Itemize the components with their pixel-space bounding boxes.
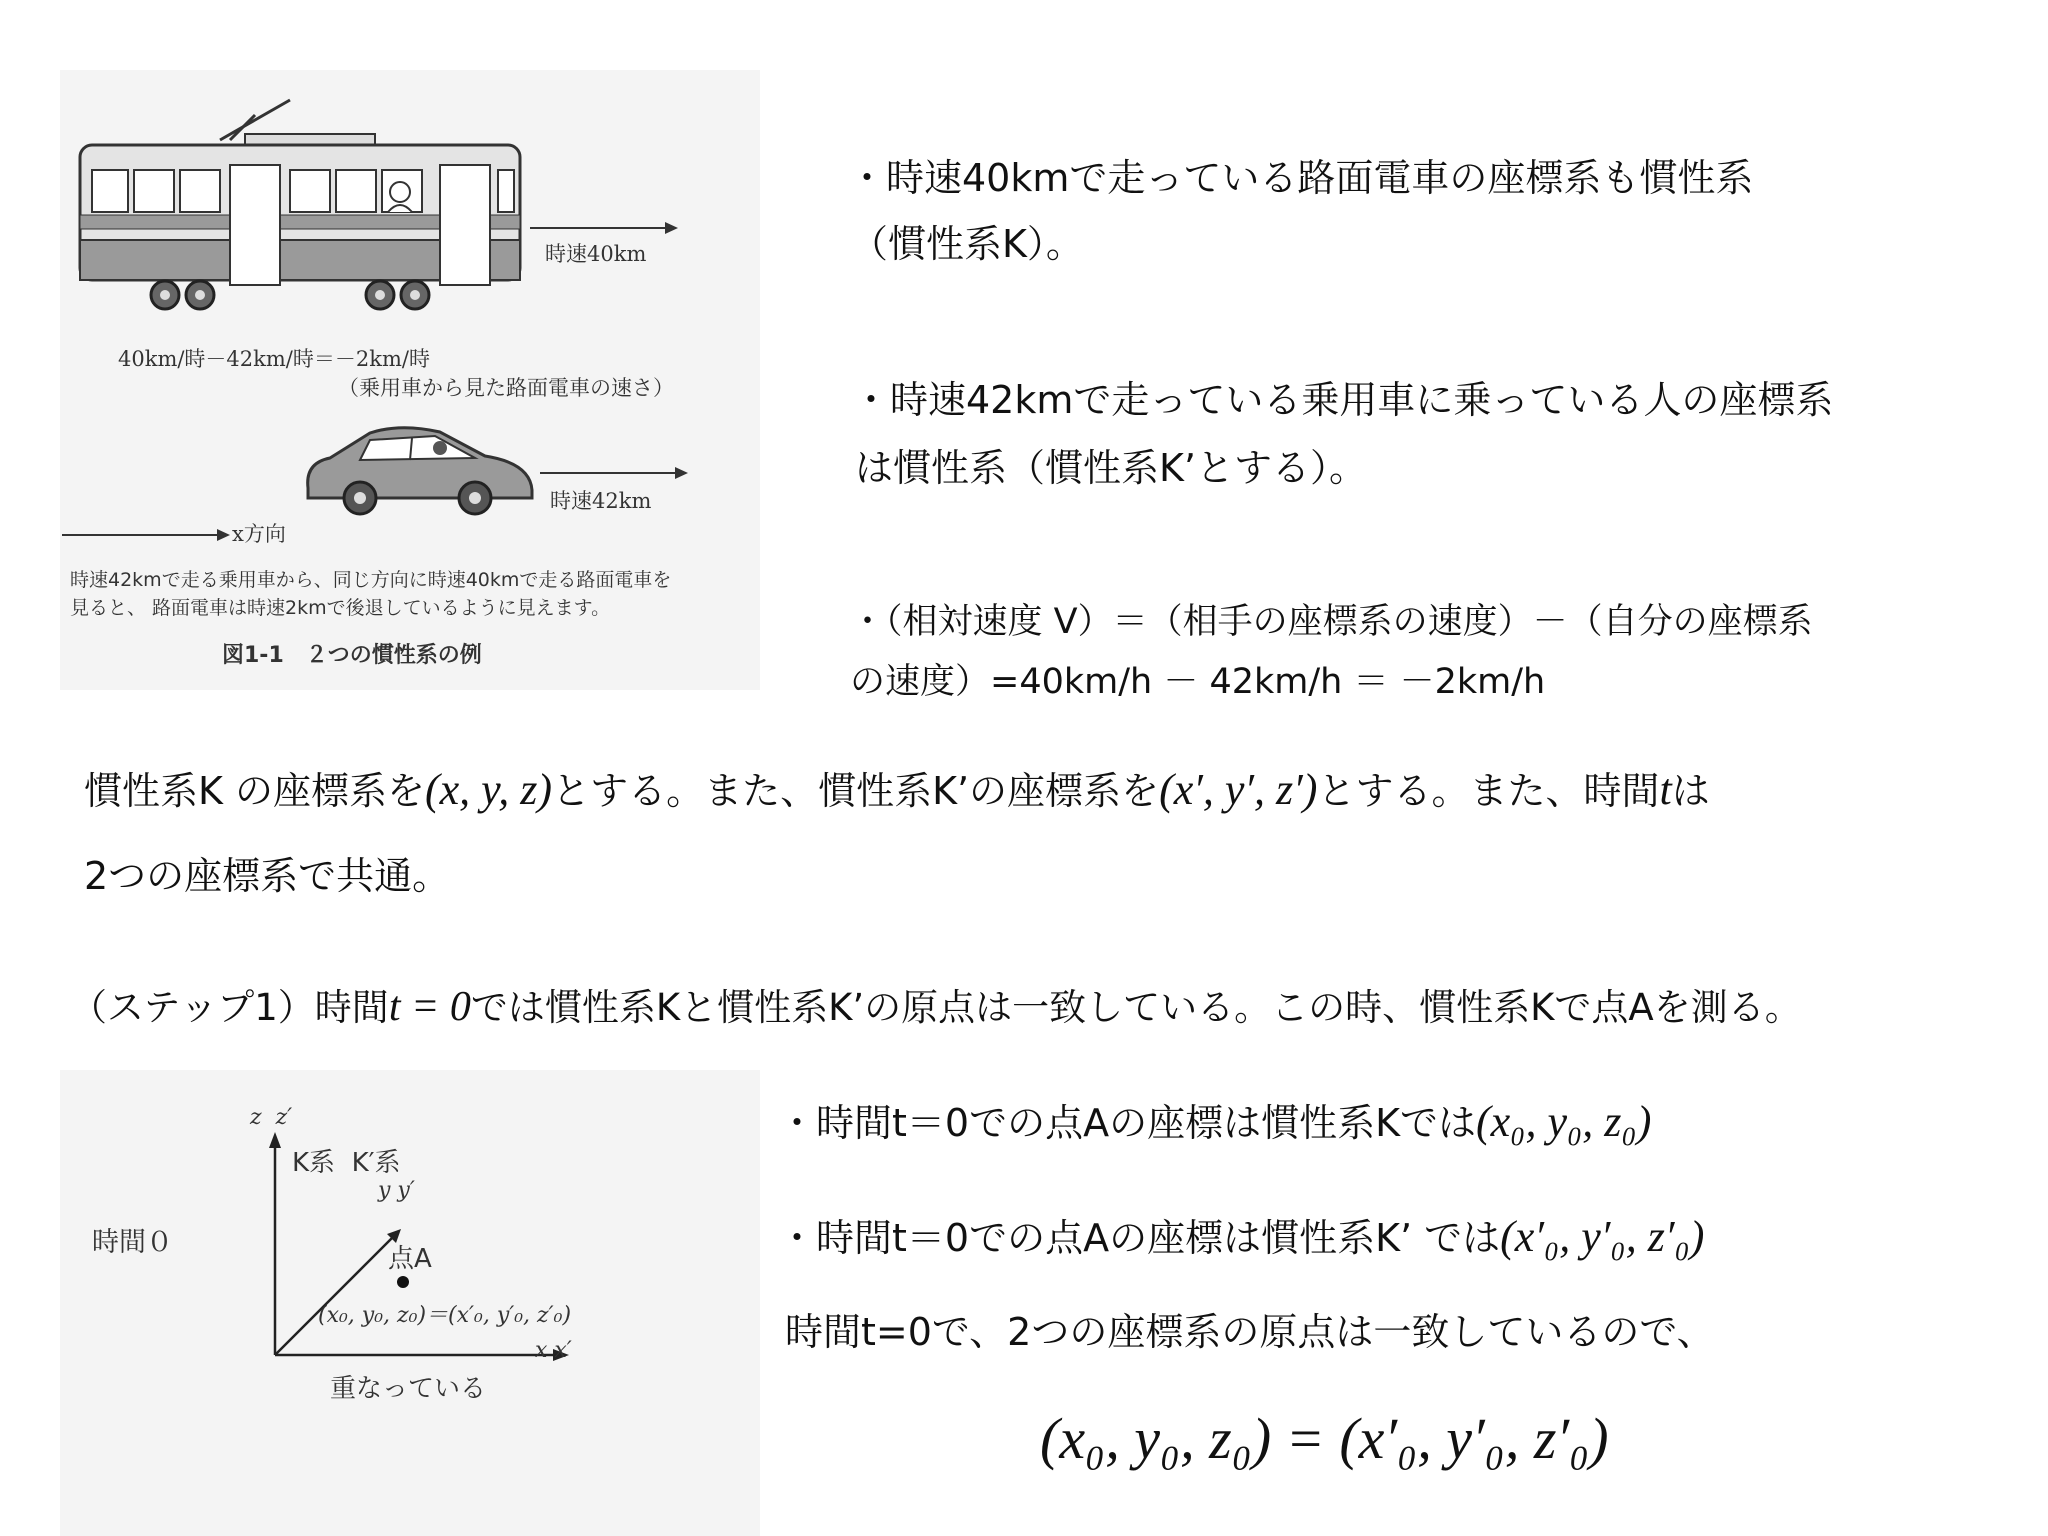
point-a-dot <box>397 1276 409 1288</box>
result3-line: 時間t=0で、2つの座標系の原点は一致しているので、 <box>785 1310 1715 1354</box>
step1-line <box>70 965 1802 1050</box>
paragraph-math-xyz: (x, y, z) <box>425 765 553 814</box>
step1-text-b: では慣性系Kと慣性系K’の原点は一致している。この時、慣性系Kで点Aを測る。 <box>470 986 1802 1029</box>
overlap-label: 重なっている <box>330 1374 487 1404</box>
axis-z-label: z z′ <box>250 1105 293 1130</box>
tram-drawing <box>70 90 550 320</box>
car-drawing <box>300 418 540 518</box>
car-speed-label: 時速42km <box>550 489 652 513</box>
step1-text-a: （ステップ1）時間 <box>70 986 389 1029</box>
systems-label: K系 K′系 <box>292 1148 401 1178</box>
result1-text: ・時間t＝0での点Aの座標は慣性系Kでは <box>778 1101 1476 1145</box>
result2-line <box>778 1205 1704 1270</box>
bullet1-line2: （慣性系K）。 <box>850 222 1084 266</box>
result2-math: (x′₀, y′₀, z′₀) <box>1500 1212 1705 1261</box>
final-equation: (x₀, y₀, z₀) = (x′₀, y′₀, z′₀) <box>1040 1406 1609 1471</box>
bullet3-line2: の速度）=40km/h － 42km/h ＝ －2km/h <box>850 662 1546 702</box>
car-speed-arrow <box>540 463 690 483</box>
time-zero-label: 時間０ <box>92 1227 173 1258</box>
point-a-label: 点A <box>388 1244 432 1274</box>
x-direction-arrow <box>62 525 232 545</box>
axis-x-label: x x′ <box>535 1338 572 1363</box>
paragraph-text-c: とする。また、時間 <box>1317 769 1660 813</box>
paragraph-line1 <box>84 748 1710 833</box>
step1-math-t0: t = 0 <box>388 984 471 1030</box>
tram-speed-arrow <box>530 218 680 238</box>
paragraph-math-xyz-prime: (x′, y′, z′) <box>1159 765 1318 814</box>
figure1-title: 図1-1 ２つの慣性系の例 <box>222 643 482 668</box>
result1-math: (x₀, y₀, z₀) <box>1476 1097 1652 1146</box>
result2-text: ・時間t＝0での点Aの座標は慣性系K’ では <box>778 1216 1501 1260</box>
relative-speed-equation: 40km/時－42km/時＝－2km/時 <box>118 347 430 371</box>
paragraph-text-b: とする。また、慣性系K’の座標系を <box>552 769 1160 813</box>
bullet2-line1: ・時速42kmで走っている乗用車に乗っている人の座標系 <box>852 378 1834 422</box>
relative-speed-note: （乗用車から見た路面電車の速さ） <box>338 376 674 400</box>
paragraph-line2: 2つの座標系で共通。 <box>84 854 451 898</box>
paragraph-text-a: 慣性系K の座標系を <box>84 769 425 813</box>
paragraph-math-t: t <box>1659 765 1672 814</box>
coords-equation-label: (x₀, y₀, z₀)＝(x′₀, y′₀, z′₀) <box>318 1303 572 1328</box>
axis-y-label: y y′ <box>378 1178 415 1203</box>
bullet1-line1: ・時速40kmで走っている路面電車の座標系も慣性系 <box>848 156 1754 200</box>
figure1-caption-line1: 時速42kmで走る乗用車から、同じ方向に時速40kmで走る路面電車を <box>70 569 672 591</box>
paragraph-text-d: は <box>1671 769 1710 813</box>
tram-speed-label: 時速40km <box>545 242 647 266</box>
bullet2-line2: は慣性系（慣性系K’とする）。 <box>855 446 1367 490</box>
bullet3-line1: ・（相対速度 V）＝（相手の座標系の速度）－（自分の座標系 <box>850 602 1813 642</box>
figure1-caption-line2: 見ると、 路面電車は時速2kmで後退しているように見えます。 <box>70 597 611 619</box>
result1-line <box>778 1090 1651 1155</box>
x-direction-label: x方向 <box>232 522 286 546</box>
